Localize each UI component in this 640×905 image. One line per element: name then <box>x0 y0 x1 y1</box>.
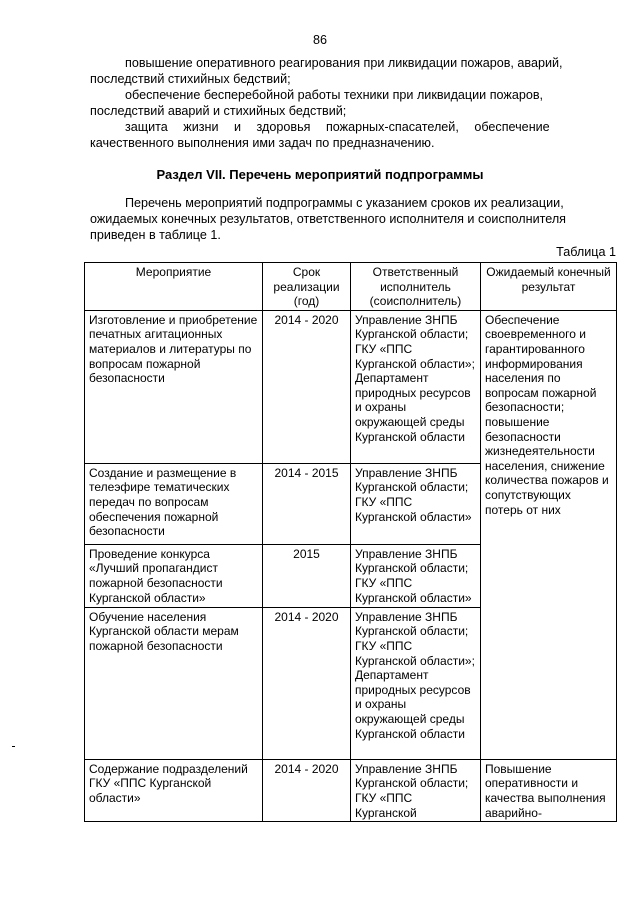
cell-executor: Управление ЗНПБ Курганской области; ГКУ «ППС Курганской <box>351 759 481 821</box>
cell-term: 2014 - 2020 <box>263 607 351 759</box>
intro-line: повышение оперативного реагирования при ликвидации пожаров, аварий, <box>125 56 563 70</box>
cell-executor: Управление ЗНПБ Курганской области; ГКУ «ППС Курганской области»; Департамент природных ресурсов и охраны окружающей среды Курганской области <box>351 607 481 759</box>
intro-line: защита жизни и здоровья пожарных-спасателей, обеспечение <box>125 120 550 134</box>
cell-term: 2014 - 2020 <box>263 310 351 463</box>
cell-event: Изготовление и приобретение печатных агитационных материалов и литературы по вопросам пожарной безопасности <box>85 310 263 463</box>
cell-event: Обучение населения Курганской области мерам пожарной безопасности <box>85 607 263 759</box>
header-term: Срок реализации (год) <box>263 263 351 311</box>
margin-mark <box>12 746 15 747</box>
section-line: приведен в таблице 1. <box>90 228 221 242</box>
intro-paragraph-3 <box>90 119 614 151</box>
cell-term: 2015 <box>263 544 351 607</box>
header-result: Ожидаемый конечный результат <box>481 263 617 311</box>
section-line: Перечень мероприятий подпрограммы с указанием сроков их реализации, <box>125 196 564 210</box>
cell-executor: Управление ЗНПБ Курганской области; ГКУ «ППС Курганской области» <box>351 463 481 544</box>
intro-line: качественного выполнения ими задач по предназначению. <box>90 136 435 150</box>
events-table <box>84 262 617 822</box>
cell-event: Создание и размещение в телеэфире тематических передач по вопросам обеспечения пожарной безопасности <box>85 463 263 544</box>
section-paragraph <box>90 195 614 243</box>
table-row <box>85 310 617 463</box>
cell-term: 2014 - 2015 <box>263 463 351 544</box>
intro-paragraph-2 <box>90 87 614 119</box>
page-number: 86 <box>312 33 327 47</box>
cell-result-merged: Обеспечение своевременного и гарантированного информирования населения по вопросам пожарной безопасности; повышение безопасности жизнедеятельности населения, снижение количества пожаров и сопутствующих потерь от них <box>481 310 617 759</box>
table-header-row <box>85 263 617 311</box>
cell-executor: Управление ЗНПБ Курганской области; ГКУ «ППС Курганской области» <box>351 544 481 607</box>
cell-event: Проведение конкурса «Лучший пропагандист пожарной безопасности Курганской области» <box>85 544 263 607</box>
cell-event: Содержание подразделений ГКУ «ППС Курганской области» <box>85 759 263 821</box>
table-row <box>85 759 617 821</box>
intro-paragraph-1 <box>90 55 614 87</box>
cell-result: Повышение оперативности и качества выполнения аварийно- <box>481 759 617 821</box>
intro-line: последствий стихийных бедствий; <box>90 72 291 86</box>
table-caption: Таблица 1 <box>556 245 616 259</box>
header-event: Мероприятие <box>85 263 263 311</box>
header-executor: Ответственный исполнитель (соисполнитель) <box>351 263 481 311</box>
cell-executor: Управление ЗНПБ Курганской области; ГКУ «ППС Курганской области»; Департамент природных ресурсов и охраны окружающей среды Курганской области <box>351 310 481 463</box>
cell-term: 2014 - 2020 <box>263 759 351 821</box>
section-heading: Раздел VII. Перечень мероприятий подпрограммы <box>156 167 484 182</box>
section-line: ожидаемых конечных результатов, ответственного исполнителя и соисполнителя <box>90 212 567 226</box>
intro-line: последствий аварий и стихийных бедствий; <box>90 104 347 118</box>
intro-line: обеспечение бесперебойной работы техники при ликвидации пожаров, <box>125 88 544 102</box>
